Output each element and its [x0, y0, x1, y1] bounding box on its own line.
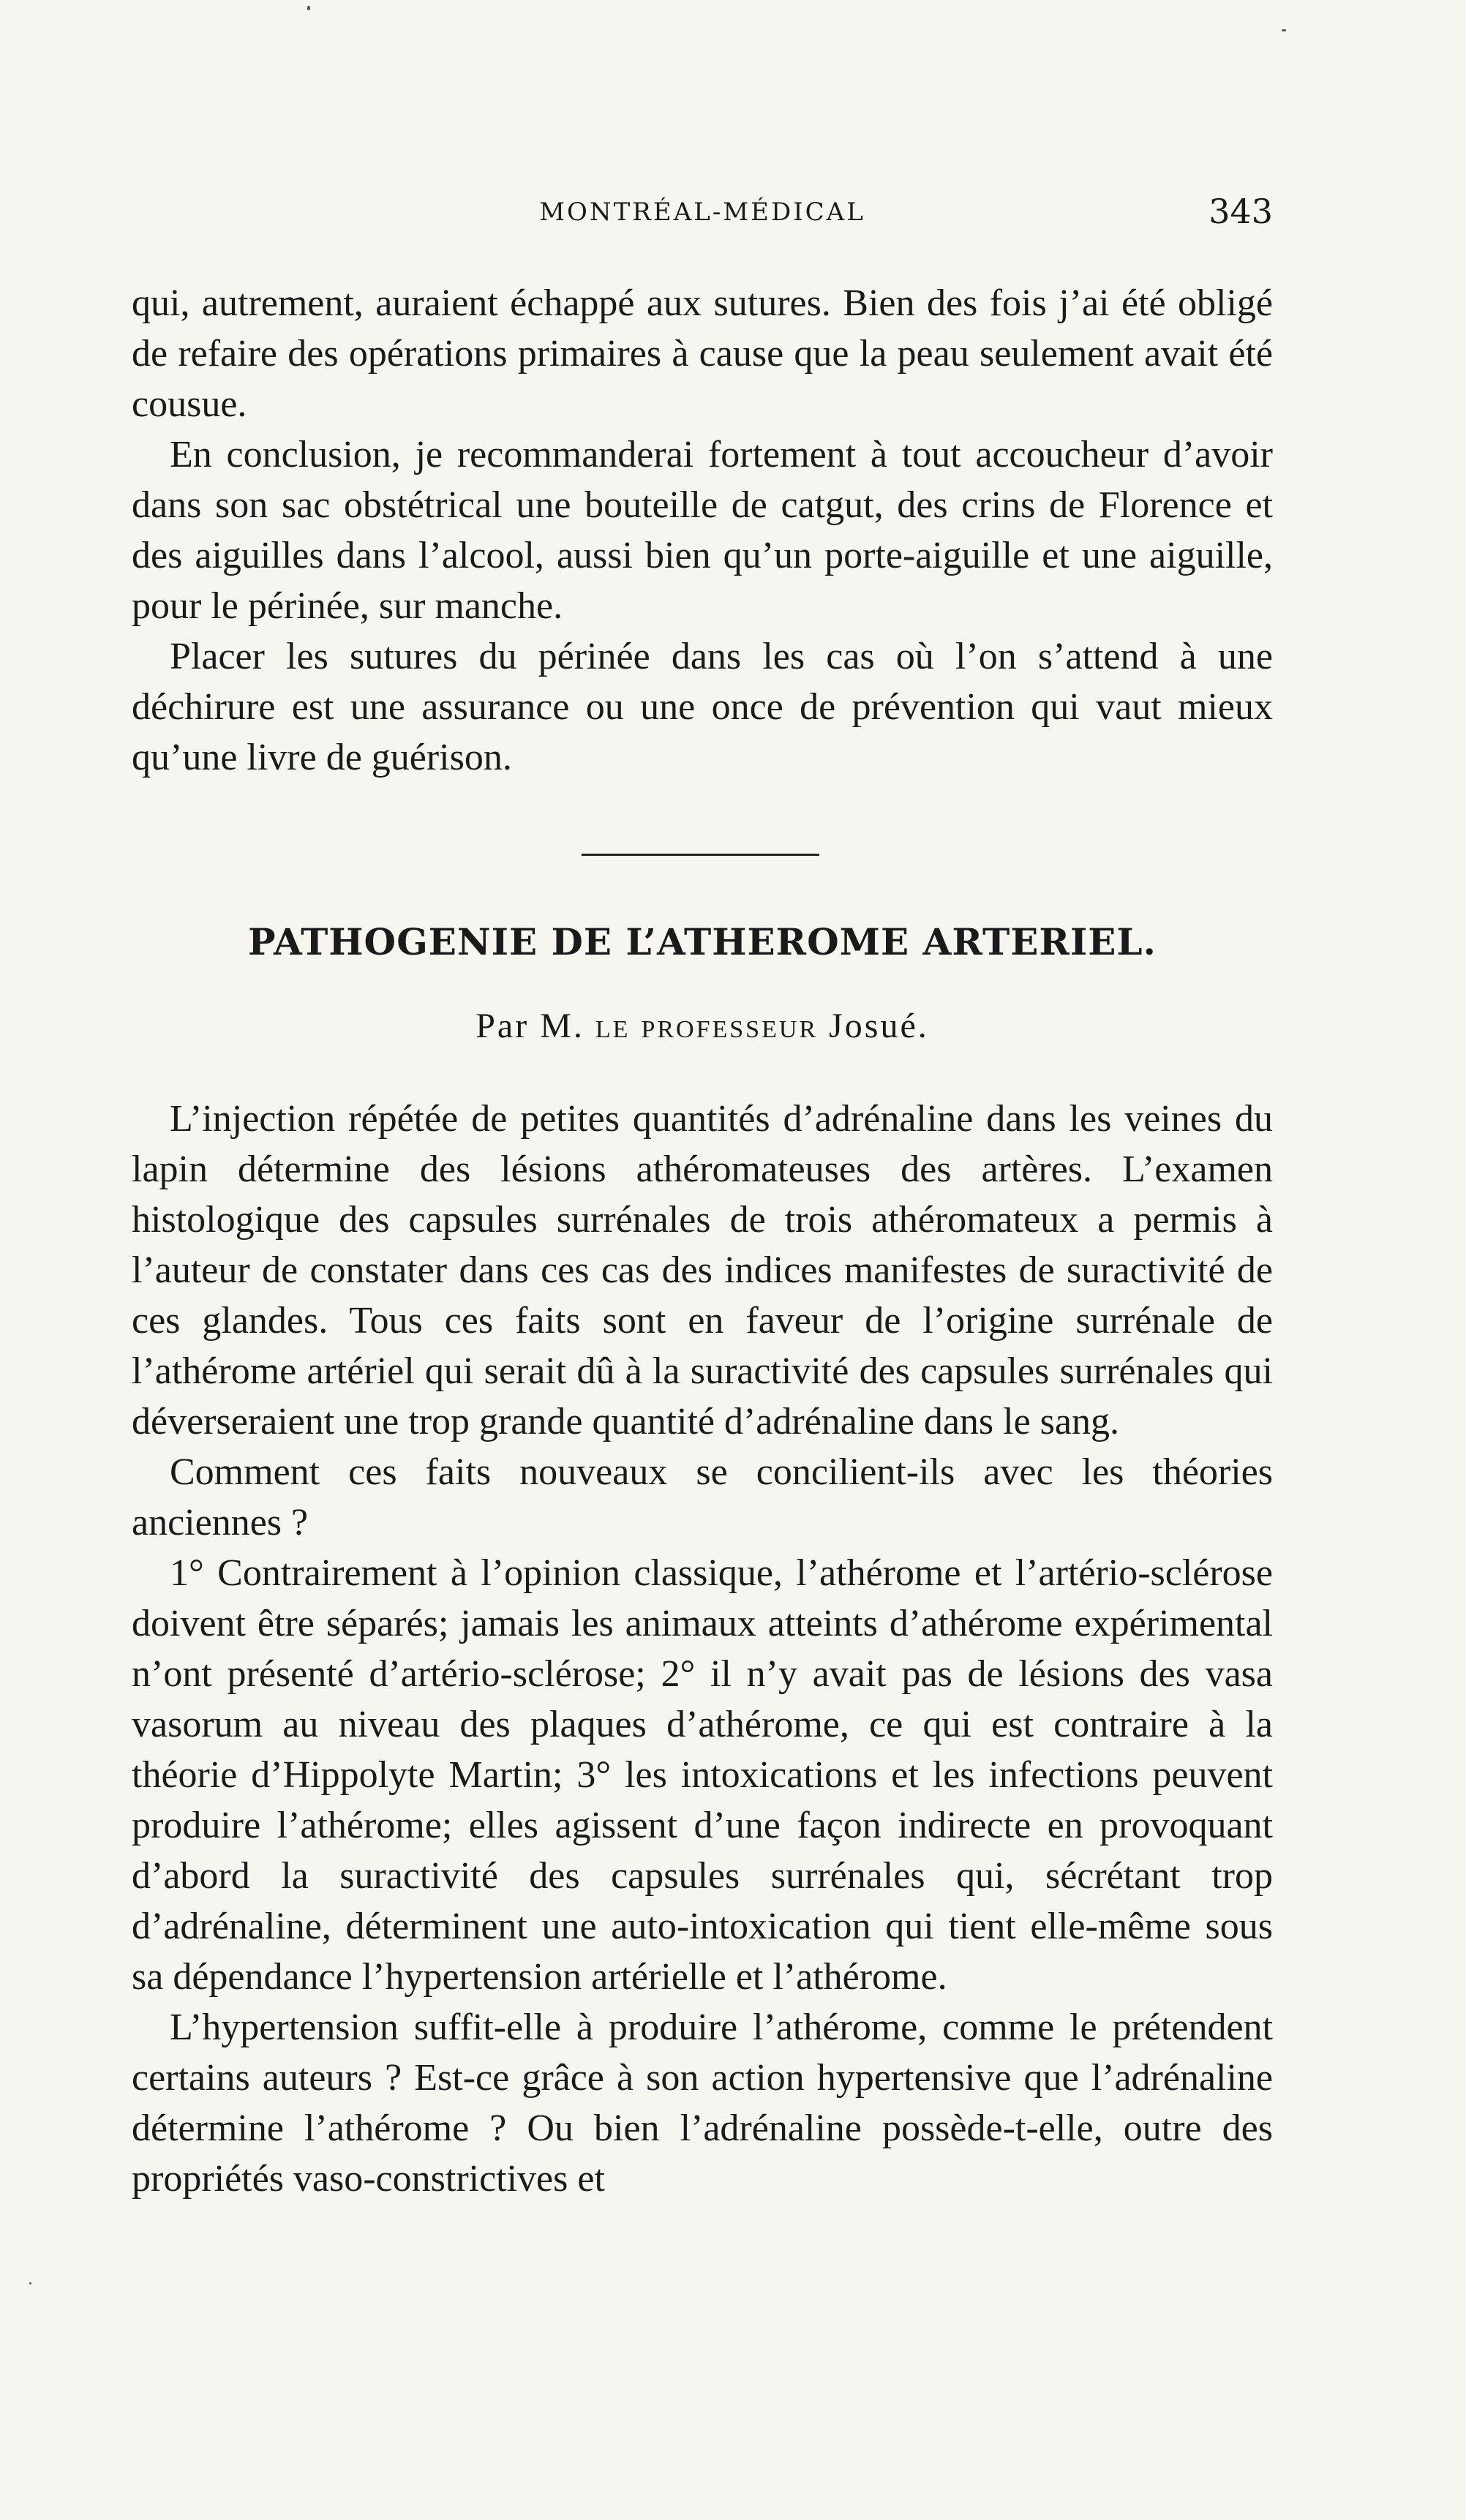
paragraph: L’hypertension suffit-elle à produire l’athérome, comme le prétendent certains auteurs ? Est-ce grâce à son action hypertensive que l’adrénaline détermine l’athérome ? Ou bien l’adrénaline possède-t-elle, outre des propriétés vaso-constrictives et: [132, 2006, 1273, 2200]
paragraph: qui, autrement, auraient échappé aux sutures. Bien des fois j’ai été obligé de refaire des opérations primaires à cause que la peau seulement avait été cousue.: [132, 282, 1273, 425]
byline-role: le professeur: [595, 1007, 819, 1045]
paper-speck: [1282, 29, 1286, 31]
paragraph: Placer les sutures du périnée dans les cas où l’on s’attend à une déchirure est une assurance ou une once de prévention qui vaut mieux qu’une livre de guérison.: [132, 636, 1273, 778]
page-number: 343: [1208, 192, 1273, 231]
byline-prefix: Par M.: [475, 1007, 584, 1045]
continued-text: [132, 278, 1273, 783]
byline-author-name: Josué.: [829, 1007, 929, 1045]
paper-speck: [29, 2282, 31, 2284]
running-title: MONTRÉAL-MÉDICAL: [539, 198, 865, 227]
paragraph: En conclusion, je recommanderai fortement à tout accoucheur d’avoir dans son sac obstétrical une bouteille de catgut, des crins de Florence et des aiguilles dans l’alcool, aussi bien qu’un porte-aiguille et une aiguille, pour le périnée, sur manche.: [132, 434, 1273, 627]
paragraph: 1° Contrairement à l’opinion classique, l’athérome et l’artério-sclérose doivent être séparés; jamais les animaux atteints d’athérome expérimental n’ont présenté d’artério-sclérose; 2° il n’y avait pas de lésions des vasa vasorum au niveau des plaques d’athérome, ce qui est contraire à la théorie d’Hippolyte Martin; 3° les intoxications et les infections peuvent produire l’athérome; elles agissent d’une façon indirecte en provoquant d’abord la suractivité des capsules surrénales qui, sécrétant trop d’adrénaline, déterminent une auto-intoxication qui tient elle-même sous sa dépendance l’hypertension artérielle et l’athérome.: [132, 1552, 1273, 1998]
article-body: [132, 1094, 1273, 2204]
paper-speck: [307, 6, 310, 10]
running-head: [132, 192, 1273, 236]
article-byline: [132, 1006, 1273, 1046]
paragraph: Comment ces faits nouveaux se concilient-ils avec les théories anciennes ?: [132, 1451, 1273, 1543]
article-title: PATHOGENIE DE L’ATHEROME ARTERIEL.: [248, 920, 1157, 963]
paragraph: L’injection répétée de petites quantités d’adrénaline dans les veines du lapin détermine des lésions athéromateuses des artères. L’examen histologique des capsules surrénales de trois athéromateux a permis à l’auteur de constater dans ces cas des indices manifestes de suractivité de ces glandes. Tous ces faits sont en faveur de l’origine surrénale de l’athérome artériel qui serait dû à la suractivité des capsules surrénales qui déverseraient une trop grande quantité d’adrénaline dans le sang.: [132, 1098, 1273, 1443]
section-divider: [582, 854, 819, 856]
